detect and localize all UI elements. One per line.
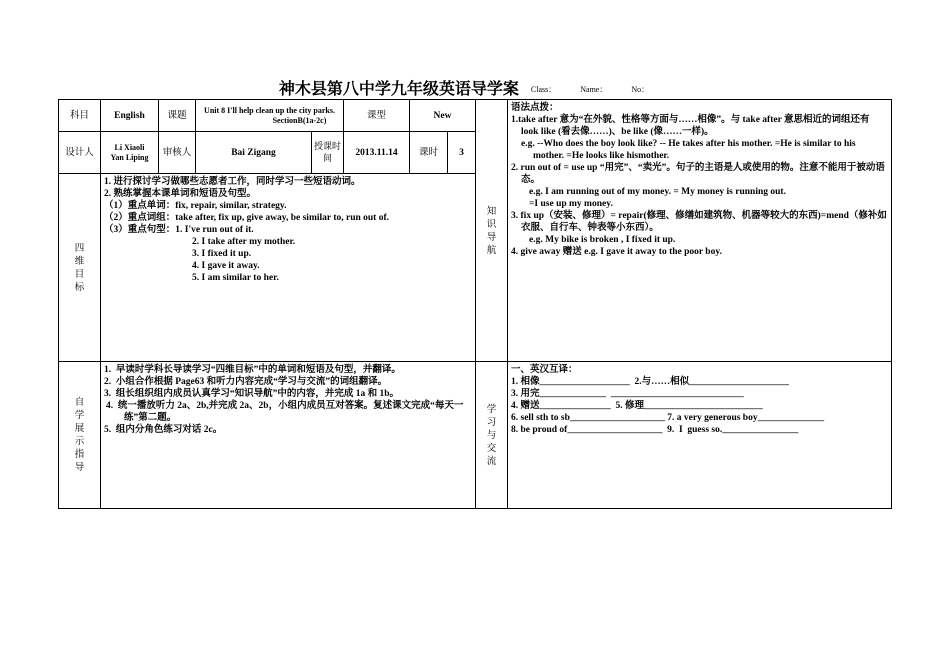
goal-line: （2）重点词组：take after, fix up, give away, be similar to, run out of. (104, 213, 389, 223)
knowledge-line: e.g. My bike is broken , I fixed it up. (529, 235, 676, 245)
subject-value: English (101, 100, 159, 132)
designer-value (101, 132, 159, 174)
goal-line: 2. 熟练掌握本课单词和短语及句型。 (104, 189, 257, 199)
designer-label: 设计人 (59, 132, 101, 174)
guidance-line: 3. 组长组织组内成员认真学习“知识导航”中的内容，并完成 1a 和 1b。 (104, 389, 400, 399)
period-label: 课时 (410, 132, 448, 174)
time-label: 授课时间 (312, 132, 344, 174)
knowledge-line: e.g. I am running out of my money. = My money is running out. (529, 187, 786, 197)
guidance-row (59, 362, 892, 509)
exchange-line: 1. 相像___________________ 2.与……相似_____________________ (511, 377, 789, 387)
knowledge-line: 4. give away 赠送 e.g. I gave it away to the poor boy. (511, 247, 722, 257)
lesson-plan-table (58, 99, 892, 509)
subject-label: 科目 (59, 100, 101, 132)
guidance-content (101, 362, 476, 509)
designer-line-2: Yan Liping (110, 152, 149, 162)
guidance-line: 5. 组内分角色练习对话 2c。 (104, 425, 223, 435)
goal-line: 4. I gave it away. (192, 261, 260, 271)
document-title-bar (0, 76, 950, 99)
guidance-line: 4. 统一播放听力 2a、2b,并完成 2a、2b，小组内成员互对答案。复述课文完成“每天一练”第二题。 (106, 401, 464, 423)
exchange-line: 8. be proud of____________________ 9. I guess so.________________ (511, 425, 799, 435)
goal-line: 1. 进行探讨学习做哪些志愿者工作，同时学习一些短语动词。 (104, 177, 361, 187)
exchange-line: 3. 用完______________ ____________________________ (511, 389, 744, 399)
topic-line-1: Unit 8 I'll help clean up the city parks. (204, 105, 335, 115)
knowledge-content (508, 100, 892, 362)
goals-label: 四 维 目 标 (59, 174, 101, 362)
info-row-1 (59, 100, 892, 132)
time-value: 2013.11.14 (344, 132, 410, 174)
number-label: No： (631, 85, 650, 94)
exchange-content (508, 362, 892, 509)
knowledge-line: 1.take after 意为“在外貌、性格等方面与……相像”。与 take after 意思相近的词组还有 look like (看去像……)、be like (像……一样)。 (511, 115, 872, 137)
knowledge-line: e.g. --Who does the boy look like? -- He takes after his mother. =He is similar to his mother. =He looks like hismother. (521, 139, 858, 161)
goal-line: 5. I am similar to her. (192, 273, 279, 283)
exchange-line: 6. sell sth to sb____________________ 7. a very generous boy______________ (511, 413, 825, 423)
period-value: 3 (448, 132, 476, 174)
reviewer-value: Bai Zigang (196, 132, 312, 174)
designer-line-1: Li Xiaoli (114, 142, 145, 152)
knowledge-line: =I use up my money. (529, 199, 613, 209)
guidance-line: 2. 小组合作根据 Page63 和听力内容完成“学习与交流”的词组翻译。 (104, 377, 388, 387)
exchange-heading: 一、英汉互译： (511, 365, 578, 375)
exchange-line: 4. 赠送_______________ 5. 修理_________________________ (511, 401, 763, 411)
topic-label: 课题 (159, 100, 196, 132)
guidance-line: 1. 早读时学科长导读学习“四维目标”中的单词和短语及句型，并翻译。 (104, 365, 401, 375)
knowledge-label: 知 识 导 航 (476, 100, 508, 362)
name-label: Name： (580, 85, 608, 94)
goal-line: 3. I fixed it up. (192, 249, 252, 259)
topic-value (196, 100, 344, 132)
goal-line: 2. I take after my mother. (192, 237, 296, 247)
page-title: 神木县第八中学九年级英语导学案 (278, 79, 519, 98)
type-label: 课型 (344, 100, 410, 132)
type-value: New (410, 100, 476, 132)
reviewer-label: 审核人 (159, 132, 196, 174)
knowledge-line: 3. fix up（安装、修理）= repair(修理、修缮如建筑物、机器等较大的东西)=mend（修补如衣服、自行车、钟表等小东西）。 (511, 211, 887, 233)
student-meta (531, 85, 671, 94)
goal-line: （1）重点单词：fix, repair, similar, strategy. (104, 201, 287, 211)
knowledge-line: 语法点拨： (511, 103, 559, 113)
knowledge-line: 2. run out of = use up “用完”、“卖光”。句子的主语是人或使用的物。注意不能用于被动语态。 (511, 163, 885, 185)
exchange-label: 学 习 与 交 流 (476, 362, 508, 509)
goal-line: （3）重点句型：1. I've run out of it. (104, 225, 254, 235)
class-label: Class： (530, 85, 557, 94)
goals-content (101, 174, 476, 362)
topic-line-2: SectionB(1a-2c) (272, 115, 327, 125)
guidance-label: 自 学 展 示 指 导 (59, 362, 101, 509)
